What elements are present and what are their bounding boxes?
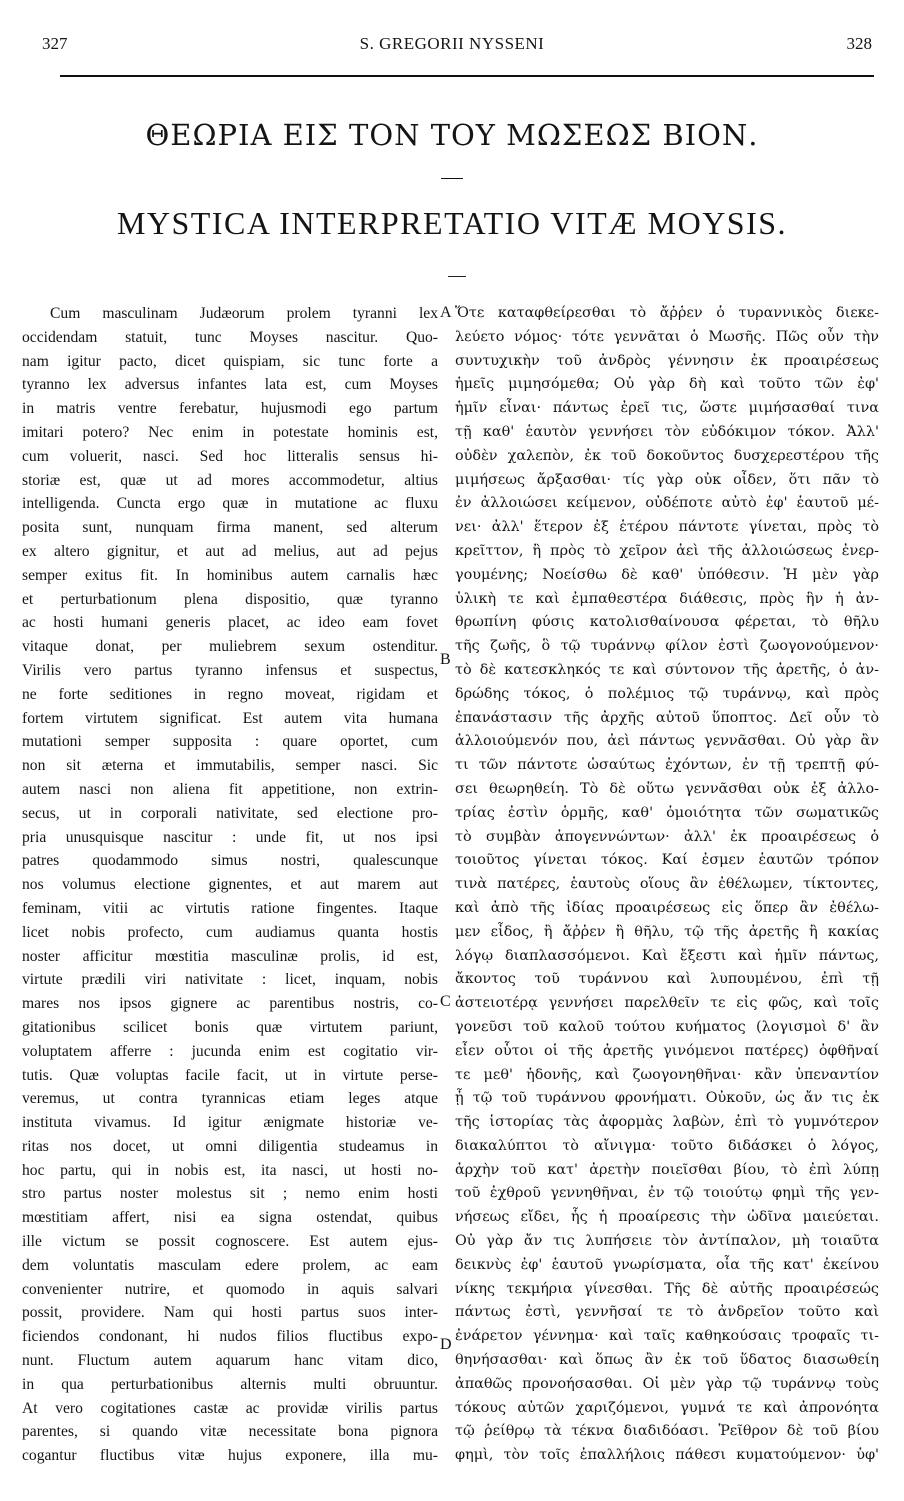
greek-text-line: συντυχικὴν τοῦ ἀνδρὸς γέννησιν ἐκ προαιρέσεως [455, 352, 879, 369]
greek-text-line: ἀρχὴν τοῦ κατ' ἀρετὴν ποιεῖσθαι βίου, τὸ ἐπὶ λύπῃ [455, 1161, 879, 1178]
greek-text-line: νει· ἀλλ' ἕτερον ἐξ ἑτέρου πάντοτε γίνεται, πρὸς τὸ [455, 519, 879, 536]
margin-letter-d: D [440, 1336, 452, 1353]
greek-text-line: θρωπίνη φύσις κατολισθαίνουσα φέρεται, τὸ θῆλυ [455, 614, 879, 631]
greek-text-line: τινὰ πατέρες, ἑαυτοὺς οἵους ἂν ἐθέλωμεν, τίκτοντες, [455, 876, 879, 893]
greek-text-line: τόκους αὐτῶν χαριζόμενοι, γυμνά τε καὶ ἀπρονόητα [455, 1399, 879, 1416]
latin-text-line: ille victum se possit cognoscere. Est autem ejus- [22, 1233, 438, 1251]
margin-letter-b: B [440, 651, 451, 668]
latin-text-line: dem voluntatis masculam edere prolem, ac eam [22, 1256, 438, 1274]
greek-text-line: καὶ ἀπὸ τῆς ἰδίας προαιρέσεως εἰς ὅπερ ἂν ἐθέλω- [455, 899, 879, 916]
greek-text-line: διακαλύπτοι τὸ αἴνιγμα· τοῦτο διδάσκει ὁ λόγος, [455, 1137, 879, 1154]
greek-text-line: ὑλικὴ τε καὶ ἐμπαθεστέρα διάθεσις, πρὸς ἣν ἡ ἀν- [455, 590, 879, 607]
greek-text-line: λόγῳ διαπλασσόμενοι. Καὶ ἔξεστι καὶ ἡμῖν πάντως, [455, 947, 879, 964]
latin-text-line: ac hosti humani generis placet, ac ideo eam fovet [22, 614, 438, 632]
margin-letter-c: C [440, 993, 451, 1010]
latin-text-line: fortem virtutem significat. Est autem vita humana [22, 709, 438, 727]
latin-text-line: licet nobis profecto, cum audiamus quanta hostis [22, 923, 438, 941]
greek-text-line: μιμήσεως ἄρξασθαι· τίς γὰρ οὐκ οἶδεν, ὅτι πᾶν τὸ [455, 471, 879, 488]
latin-text-line: in matris ventre ferebatur, hujusmodi ego partum [22, 400, 438, 418]
greek-text-line: τε μεθ' ἡδονῆς, καὶ ζωογονηθῆναι· κἂν ὑπεναντίον [455, 1066, 879, 1083]
latin-text-line: possit, providere. Nam qui hosti partus suos inter- [22, 1304, 438, 1322]
greek-text-line: τὸ συμβὰν ἀπογεννώντων· ἀλλ' ἐκ προαιρέσεως ὁ [455, 828, 879, 845]
page-number-right: 328 [846, 34, 872, 53]
latin-text-line: gitationibus scilicet bonis quæ virtutem pariunt, [22, 1018, 438, 1036]
latin-text-line: et perturbationum plena dispositio, quæ tyranno [22, 590, 438, 608]
latin-text-line: Virilis vero partus tyranno infensus et suspectus, [22, 661, 438, 679]
latin-text-line: instituta vivamus. Id igitur ænigmate historiæ ve- [22, 1114, 438, 1132]
latin-text-line: nos volumus electione gignentes, et aut marem aut [22, 876, 438, 894]
greek-text-line: Οὐ γὰρ ἄν τις λυπήσειε τὸν ἀντίπαλον, μὴ τοιαῦτα [455, 1233, 879, 1250]
latin-text-line: ficiendos condonant, hi nudos filios fluctibus expo- [22, 1328, 438, 1346]
latin-text-line: autem nasci non aliena fit appetitione, non extrin- [22, 780, 438, 798]
latin-text-line: imitari potero? Nec enim in potestate hominis est, [22, 423, 438, 441]
greek-text-line: οὐδὲν χαλεπὸν, ἐκ τοῦ δοκοῦντος δυσχερεστέρου τῆς [455, 447, 879, 464]
latin-text-line: veremus, ut contra tyrannicas etiam leges atque [22, 1090, 438, 1108]
greek-text-line: νήσεως εἴδει, ἧς ἡ προαίρεσις τὴν ὠδῖνα μαιεύεται. [455, 1209, 879, 1226]
greek-text-line: ἀπαθῶς προνοήσασθαι. Οἱ μὲν γὰρ τῷ τυράννῳ τοὺς [455, 1375, 879, 1392]
greek-text-line: σει θεωρηθείη. Τὸ δὲ οὕτω γεννᾶσθαι οὐκ ἐξ ἀλλο- [455, 780, 879, 797]
greek-text-line: τοιοῦτος γίνεται τόκος. Καί ἐσμεν ἑαυτῶν τρόπον [455, 852, 879, 869]
latin-text-line: tyranno lex adversus infantes lata est, cum Moyses [22, 376, 438, 394]
greek-text-line: τρίας ἐστὶν ὁρμῆς, καθ' ὁμοιότητα τῶν σωματικῶς [455, 804, 879, 821]
latin-text-line: non sit æterna et immutabilis, semper nasci. Sic [22, 757, 438, 775]
greek-text-line: θηνήσασθαι· καὶ ὅπως ἂν ἐκ τοῦ ὕδατος διασωθείη [455, 1352, 879, 1369]
greek-text-line: πάντως ἐστὶ, γεννῆσαί τε τὸ ἀνδρεῖον τοῦτο καὶ [455, 1304, 879, 1321]
latin-text-line: tutis. Quæ voluptas facile facit, ut in virtute perse- [22, 1066, 438, 1084]
greek-text-line: τῇ καθ' ἑαυτὸν γεννήσει τὸν εὐδόκιμον τόκον. Ἀλλ' [455, 423, 879, 440]
greek-text-line: γουμένης; Νοείσθω δὲ καθ' ὑπόθεσιν. Ἡ μὲν γὰρ [455, 566, 879, 583]
greek-text-line: νίκης τεκμήρια γίνεσθαι. Τῆς δὲ αὐτῆς προαιρέσεώς [455, 1280, 879, 1297]
latin-text-line: in qua perturbationibus alternis multi obruuntur. [22, 1375, 438, 1393]
greek-text-line: ἐν ἀλλοιώσει κείμενον, οὐδέποτε αὐτὸ ἐφ' ἑαυτοῦ μέ- [455, 495, 879, 512]
greek-text-line: ἄκοντος τοῦ τυράννου καὶ λυπουμένου, ἐπὶ τῇ [455, 971, 879, 988]
title-divider [441, 178, 463, 179]
greek-text-line: ἡμεῖς μιμησόμεθα; Οὐ γὰρ δὴ καὶ τοῦτο τῶν ἐφ' [455, 376, 879, 393]
latin-text-line: At vero cogitationes castæ ac providæ virilis partus [22, 1399, 438, 1417]
latin-text-line: cum voluerit, nasci. Sed hoc litteralis sensus hi- [22, 447, 438, 465]
latin-text-line: mares nos ipsos gignere ac parentibus nostris, co- [22, 995, 438, 1013]
latin-text-line: nam igitur pacto, dicet quispiam, sic tunc forte a [22, 352, 438, 370]
page-number-left: 327 [42, 34, 68, 53]
greek-text-line: ἐνάρετον γέννημα· καὶ ταῖς καθηκούσαις τροφαῖς τι- [455, 1328, 879, 1345]
greek-title: ΘΕΩΡΙΑ ΕΙΣ ΤΟΝ ΤΟΥ ΜΩΣΕΩΣ ΒΙΟΝ. [145, 118, 759, 152]
greek-text-line: εἶεν οὗτοι οἱ τῆς ἀρετῆς γινόμενοι πατέρες) ὀφθῆναί [455, 1042, 879, 1059]
latin-text-line: stro partus noster molestus sit ; nemo enim hosti [22, 1185, 438, 1203]
greek-text-line: λεύετο νόμος· τότε γεννᾶται ὁ Μωσῆς. Πῶς οὖν τὴν [455, 328, 879, 345]
latin-text-line: convenienter nutrire, et quomodo in aquis salvari [22, 1280, 438, 1298]
greek-text-line: ἡμῖν εἶναι· πάντως ἐρεῖ τις, ὥστε μιμήσασθαί τινα [455, 400, 879, 417]
greek-text-line: Ὅτε καταφθείρεσθαι τὸ ἄῤῥεν ὁ τυραννικὸς διεκε- [455, 305, 879, 321]
greek-text-line: ἀστειοτέρᾳ γεννήσει παρελθεῖν τε εἰς φῶς, καὶ τοῖς [455, 995, 879, 1012]
greek-text-line: τοῦ ἐχθροῦ γεννηθῆναι, ἐν τῷ τοιούτῳ φημὶ τῆς γεν- [455, 1185, 879, 1202]
latin-text-line: mutationi semper supposita : quare oportet, cum [22, 733, 438, 751]
latin-text-line: virtute prædili viri nativitate : licet, inquam, nobis [22, 971, 438, 989]
greek-text-line: μεν εἶδος, ἢ ἄῤῥεν ἢ θῆλυ, τῷ τῆς ἀρετῆς ἢ κακίας [455, 923, 879, 940]
latin-column [22, 302, 438, 1482]
running-head [30, 34, 874, 58]
latin-text-line: secus, ut in corporali nativitate, sed electione pro- [22, 804, 438, 822]
latin-text-line: posita sunt, nunquam firma manent, sed alterum [22, 519, 438, 537]
latin-text-line: parentes, si quando vitæ necessitate bona pignora [22, 1423, 438, 1441]
latin-text-line: Cum masculinam Judæorum prolem tyranni lex [50, 305, 438, 322]
latin-text-line: patres quodammodo simus nostri, qualescunque [22, 852, 438, 870]
latin-text-line: hoc partu, qui in nobis est, ita nasci, ut hosti no- [22, 1161, 438, 1179]
greek-text-line: ᾖ τῷ τοῦ τυράννου φρονήματι. Οὐκοῦν, ὡς ἄν τις ἐκ [455, 1090, 879, 1107]
latin-text-line: voluptatem afferre : jucunda enim est cogitatio vir- [22, 1042, 438, 1060]
column-divider-mark [448, 276, 466, 277]
latin-text-line: storiæ est, quæ ut ad mores accommodetur, altius [22, 471, 438, 489]
greek-text-line: γονεῦσι τοῦ καλοῦ τούτου κυήματος (λογισμοὶ δ' ἂν [455, 1018, 879, 1035]
latin-text-line: vitaque donat, per muliebrem sexum ostenditur. [22, 638, 438, 656]
running-title: S. GREGORII NYSSENI [359, 34, 545, 53]
greek-text-line: ἀλλοιούμενόν που, ἀεὶ πάντως γεννᾶσθαι. Οὐ γὰρ ἂν [455, 733, 879, 750]
greek-text-line: τὸ δὲ κατεσκληκός τε καὶ σύντονον τῆς ἀρετῆς, ὁ ἀν- [455, 661, 879, 678]
latin-text-line: cogantur fluctibus vitæ hujus exponere, illa mu- [22, 1447, 438, 1465]
greek-text-line: τι τῶν πάντοτε ὡσαύτως ἐχόντων, ἐν τῇ τρεπτῇ φύ- [455, 757, 879, 774]
latin-text-line: ex altero gignitur, et aut ad melius, aut ad pejus [22, 542, 438, 560]
latin-text-line: occidendam statuit, tunc Moyses nascitur. Quo- [22, 328, 438, 346]
latin-text-line: nunt. Fluctum autem aquarum hanc vitam dico, [22, 1352, 438, 1370]
latin-text-line: intelligenda. Cuncta ergo quæ in mutatione ac fluxu [22, 495, 438, 513]
greek-column [455, 302, 879, 1482]
greek-text-line: κρεῖττον, ἢ πρὸς τὸ χεῖρον ἀεὶ τῆς ἀλλοιώσεως ἐνερ- [455, 542, 879, 559]
greek-text-line: δρώδης τόκος, ὁ πολέμιος τῷ τυράννῳ, καὶ πρὸς [455, 685, 879, 702]
latin-text-line: semper exitus fit. In hominibus autem carnalis hæc [22, 566, 438, 584]
greek-text-line: φημὶ, τὸν τοῖς ἐπαλλήλοις πάθεσι κυματούμενον· ὑφ' [455, 1447, 879, 1464]
margin-letter-a: A [440, 304, 452, 321]
greek-text-line: δεικνὺς ἐφ' ἑαυτοῦ γνωρίσματα, οἷα τῆς κατ' ἐκείνου [455, 1256, 879, 1273]
latin-text-line: noster afficitur mœstitia masculinæ prolis, id est, [22, 947, 438, 965]
latin-text-line: ritas nos docet, ut omni diligentia studeamus in [22, 1137, 438, 1155]
latin-text-line: mœstitiam affert, nisi ea signa ostendat, quibus [22, 1209, 438, 1227]
latin-text-line: pria unusquisque nascitur : unde fit, ut nos ipsi [22, 828, 438, 846]
greek-text-line: τῆς ἱστορίας τὰς ἀφορμὰς λαβὼν, ἐπὶ τὸ γυμνότερον [455, 1114, 879, 1131]
header-rule [60, 75, 874, 77]
greek-text-line: ἐπανάστασιν τῆς ἀρχῆς αὐτοῦ ὕποπτος. Δεῖ οὖν τὸ [455, 709, 879, 726]
greek-text-line: τῷ ῥείθρῳ τὰ τέκνα διαδιδόασι. Ῥεῖθρον δὲ τοῦ βίου [455, 1423, 879, 1440]
latin-title: MYSTICA INTERPRETATIO VITÆ MOYSIS. [116, 205, 788, 241]
latin-text-line: feminam, vitii ac virtutis ratione fingentes. Itaque [22, 899, 438, 917]
greek-text-line: τῆς ζωῆς, ὃ τῷ τυράννῳ φίλον ἐστὶ ζωογονούμενον· [455, 638, 879, 655]
latin-text-line: ne forte seditiones in regno moveat, rigidam et [22, 685, 438, 703]
